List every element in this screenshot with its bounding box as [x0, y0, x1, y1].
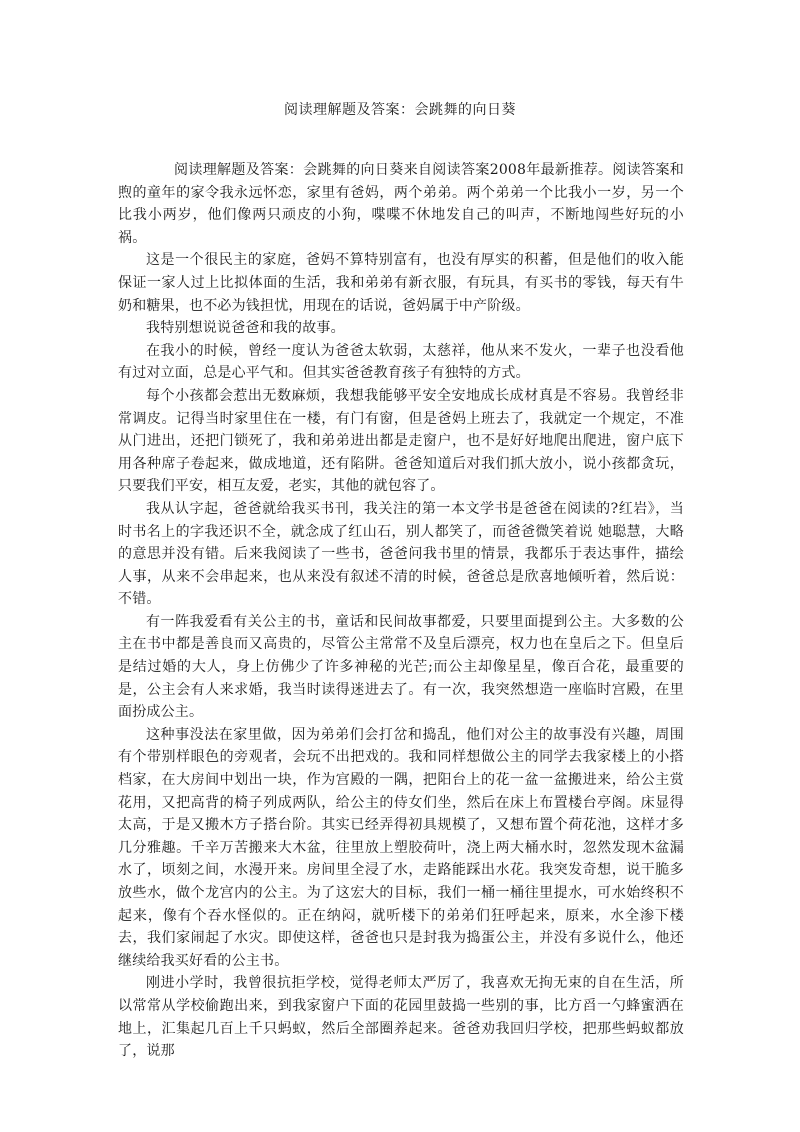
document-title: 阅读理解题及答案：会跳舞的向日葵 [284, 102, 516, 118]
document-body [118, 159, 684, 1063]
paragraph-6: 我从认字起，爸爸就给我买书刊，我关注的第一本文学书是爸爸在阅读的?红岩》，当时书名上的字我还识不全，就念成了红山石，别人都笑了，而爸爸微笑着说 她聪慧，大略的意思并没有错。后来我阅读了一些书，爸爸问我书里的情景，我都乐于表达事件，描绘人事，从来不会串起来，也从来没有叙述不清的时候，爸爸总是欣喜地倾听着，然后说：不错。 [118, 500, 684, 608]
paragraph-1: 阅读理解题及答案：会跳舞的向日葵来自阅读答案2008年最新推荐。阅读答案和煦的童年的家令我永远怀恋，家里有爸妈，两个弟弟。两个弟弟一个比我小一岁，另一个比我小两岁，他们像两只顽皮的小狗，喋喋不休地发自己的叫声，不断地闯些好玩的小祸。 [118, 162, 684, 246]
paragraph-9: 刚进小学时，我曾很抗拒学校，觉得老师太严厉了，我喜欢无拘无束的自在生活，所以常常从学校偷跑出来，到我家窗户下面的花园里鼓捣一些别的事，比方舀一勺蜂蜜洒在地上，汇集起几百上千只蚂蚁，然后全部圈养起来。爸爸劝我回归学校，把那些蚂蚁都放了，说那 [118, 975, 684, 1060]
paragraph-7: 有一阵我爱看有关公主的书，童话和民间故事都爱，只要里面提到公主。大多数的公主在书中都是善良而又高贵的，尽管公主常常不及皇后漂亮，权力也在皇后之下。但皇后是结过婚的大人，身上仿佛少了许多神秘的光芒;而公主却像星星，像百合花，最重要的是，公主会有人来求婚，我当时读得迷进去了。有一次，我突然想造一座临时宫殿，在里面扮成公主。 [118, 613, 684, 721]
paragraph-4: 在我小的时候，曾经一度认为爸爸太软弱，太慈祥，他从来不发火，一辈子也没看他有过对立面，总是心平气和。但其实爸爸教育孩子有独特的方式。 [118, 342, 684, 382]
paragraph-3: 我特别想说说爸爸和我的故事。 [146, 320, 345, 337]
paragraph-5: 每个小孩都会惹出无数麻烦，我想我能够平安全安地成长成材真是不容易。我曾经非常调皮。记得当时家里住在一楼，有门有窗，但是爸妈上班去了，我就定一个规定，不准从门进出，还把门锁死了，我和弟弟进出都是走窗户，也不是好好地爬出爬进，窗户底下用各种席子卷起来，做成地道，还有陷阱。爸爸知道后对我们抓大放小，说小孩都贪玩，只要我们平安，相互友爱，老实，其他的就包容了。 [118, 387, 684, 495]
paragraph-2: 这是一个很民主的家庭，爸妈不算特别富有，也没有厚实的积蓄，但是他们的收入能保证一家人过上比拟体面的生活，我和弟弟有新衣服，有玩具，有买书的零钱，每天有牛奶和糖果，也不必为钱担忧，用现在的话说，爸妈属于中产阶级。 [118, 252, 684, 314]
paragraph-8: 这种事没法在家里做，因为弟弟们会打岔和捣乱，他们对公主的故事没有兴趣，周围有个带别样眼色的旁观者，会玩不出把戏的。我和同样想做公主的同学去我家楼上的小搭档家，在大房间中划出一块，作为宫殿的一隅，把阳台上的花一盆一盆搬进来，给公主赏花用，又把高背的椅子列成两队，给公主的侍女们坐，然后在床上布置楼台亭阁。床显得太高，于是又搬木方子搭台阶。其实已经弄得初具规模了，又想布置个荷花池，这样才多几分雅趣。千辛万苦搬来大木盆，往里放上塑胶荷叶，浇上两大桶水时，忽然发现木盆漏水了，顷刻之间，水漫开来。房间里全浸了水，走路能踩出水花。我突发奇想，说干脆多放些水，做个龙宫内的公主。为了这宏大的目标，我们一桶一桶往里提水，可水始终积不起来，像有个吞水怪似的。正在纳闷，就听楼下的弟弟们狂呼起来，原来，水全渗下楼去，我们家闹起了水灾。即使这样，爸爸也只是封我为捣蛋公主，并没有多说什么，他还继续给我买好看的公主书。 [118, 726, 684, 969]
